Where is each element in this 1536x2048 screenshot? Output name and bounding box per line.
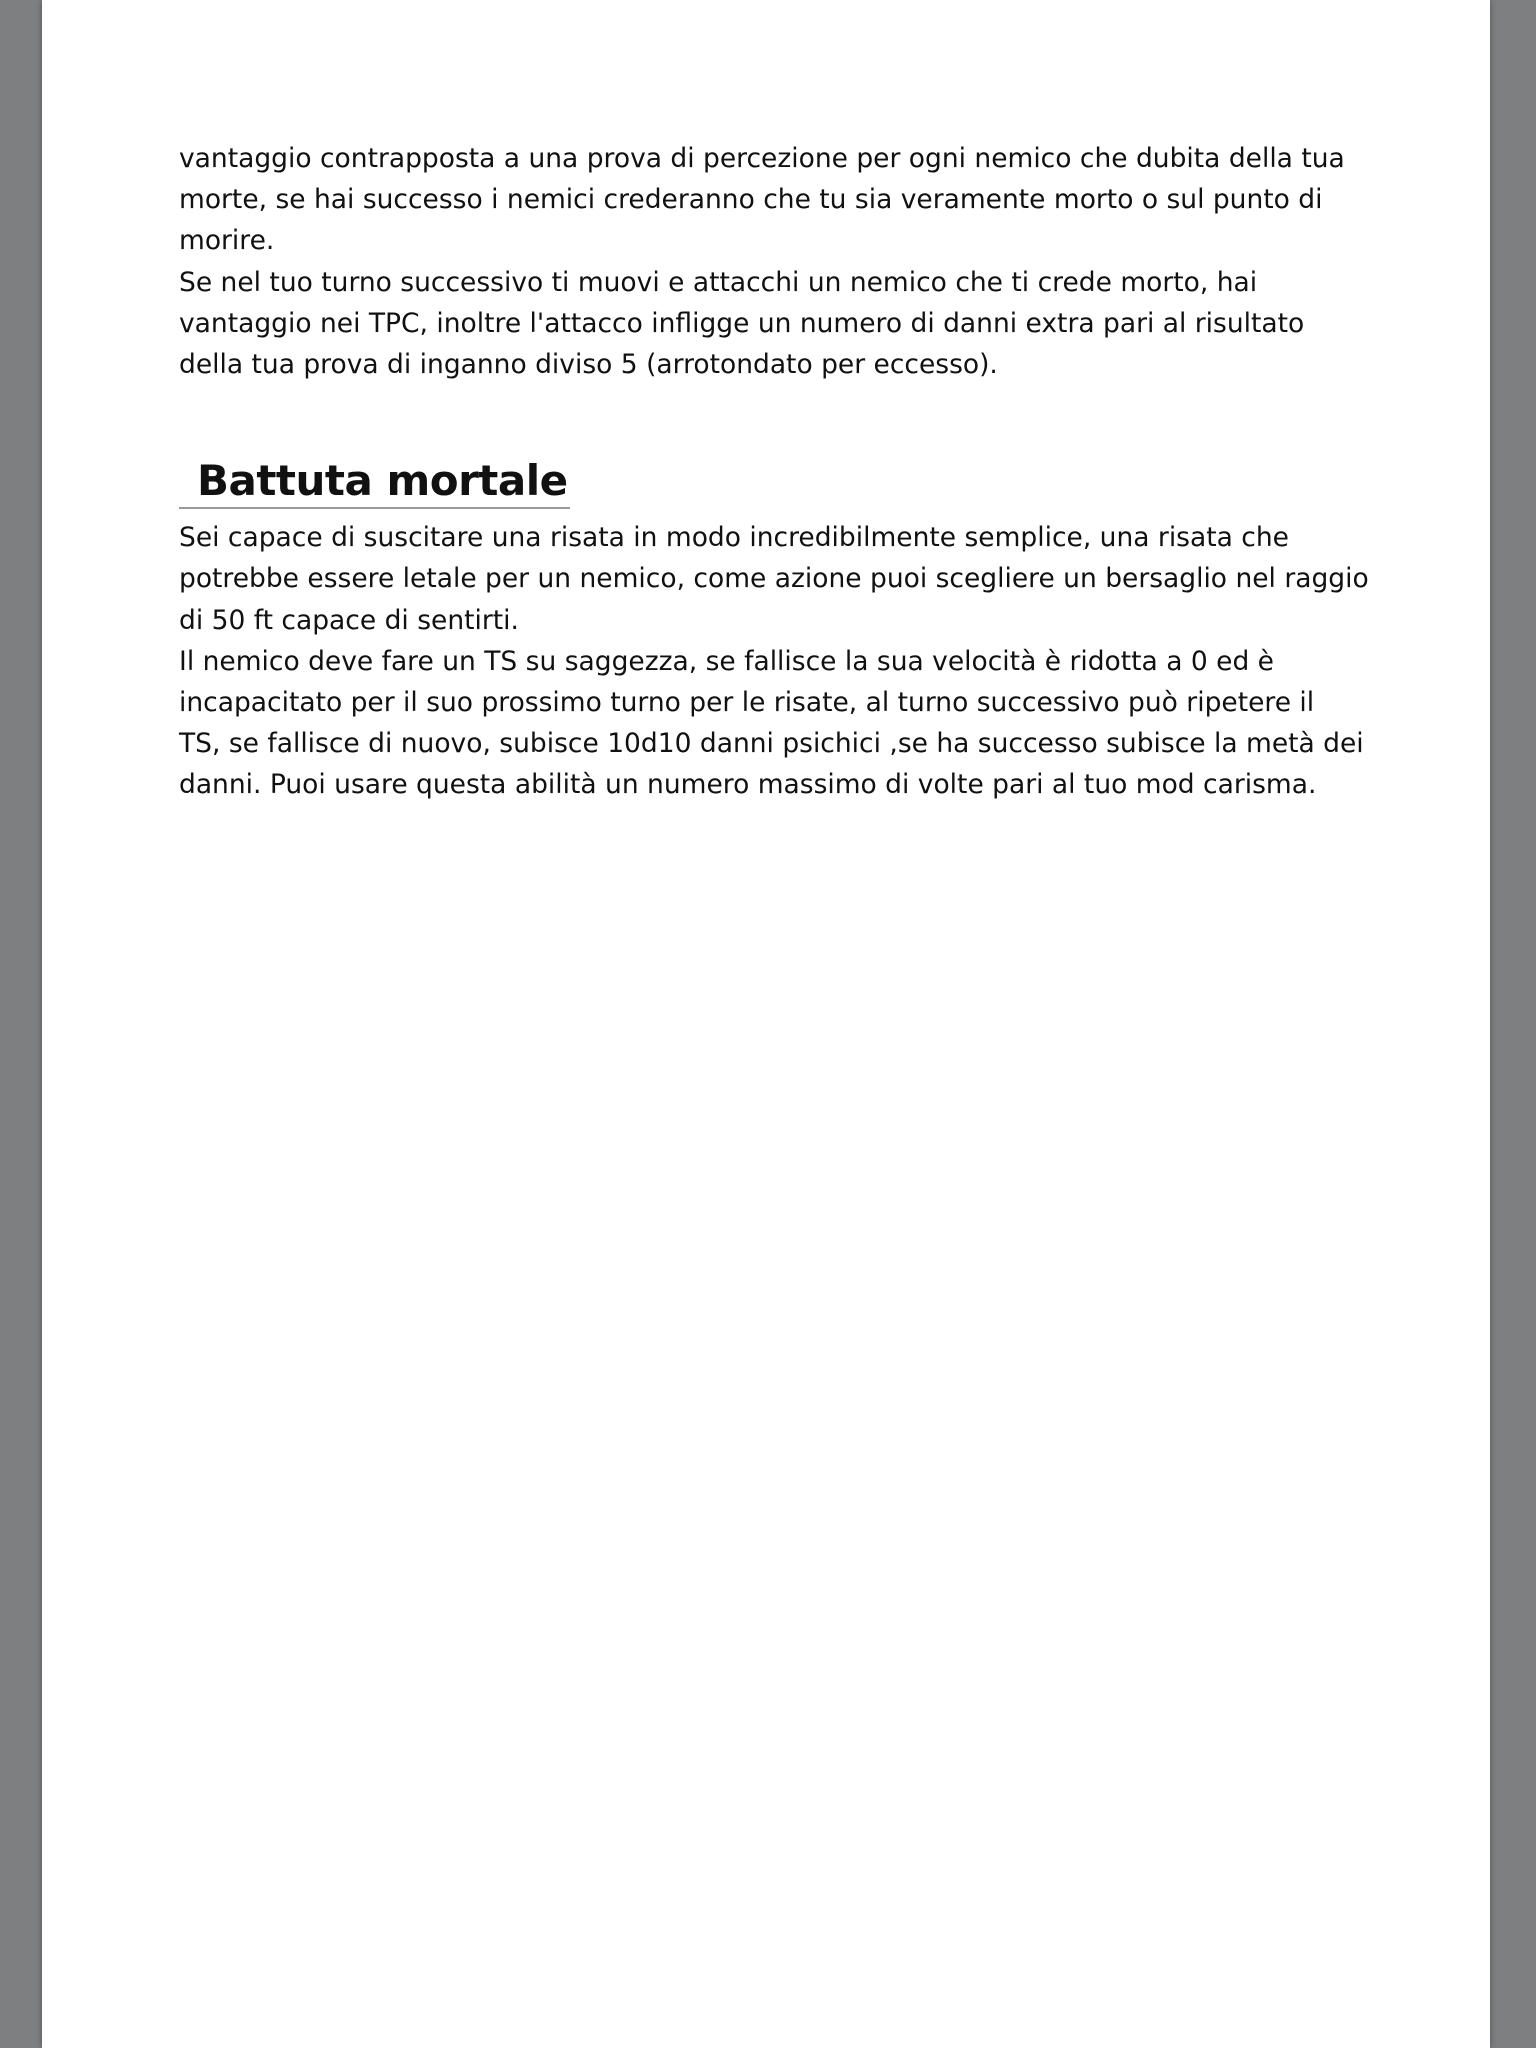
text-line: TS, se fallisce di nuovo, subisce 10d10 danni psichici ,se ha successo subisce la metà dei — [179, 728, 1364, 760]
text-line: incapacitato per il suo prossimo turno per le risate, al turno successivo può ripetere il — [179, 686, 1315, 718]
text-line: Sei capace di suscitare una risata in modo incredibilmente semplice, una risata che — [179, 522, 1289, 554]
text-line: di 50 ft capace di sentirti. — [179, 604, 519, 636]
text-line: Il nemico deve fare un TS su saggezza, se fallisce la sua velocità è ridotta a 0 ed è — [179, 645, 1274, 677]
intro-paragraph — [179, 138, 1404, 385]
text-line: potrebbe essere letale per un nemico, come azione puoi scegliere un bersaglio nel raggio — [179, 563, 1369, 595]
section-heading-wrap — [179, 455, 1404, 509]
section-body — [179, 517, 1404, 805]
text-line: morte, se hai successo i nemici crederanno che tu sia veramente morto o sul punto di — [179, 184, 1323, 216]
text-line: morire. — [179, 225, 275, 257]
text-line: vantaggio contrapposta a una prova di percezione per ogni nemico che dubita della tua — [179, 143, 1345, 174]
text-line: vantaggio nei TPC, inoltre l'attacco infligge un numero di danni extra pari al risultato — [179, 307, 1305, 339]
document-page[interactable] — [42, 0, 1490, 2048]
section-heading: Battuta mortale — [179, 455, 570, 509]
text-line: Se nel tuo turno successivo ti muovi e attacchi un nemico che ti crede morto, hai — [179, 266, 1258, 298]
page-content — [179, 138, 1404, 805]
text-line: della tua prova di inganno diviso 5 (arrotondato per eccesso). — [179, 348, 998, 380]
text-line: danni. Puoi usare questa abilità un numero massimo di volte pari al tuo mod carisma. — [179, 769, 1317, 801]
